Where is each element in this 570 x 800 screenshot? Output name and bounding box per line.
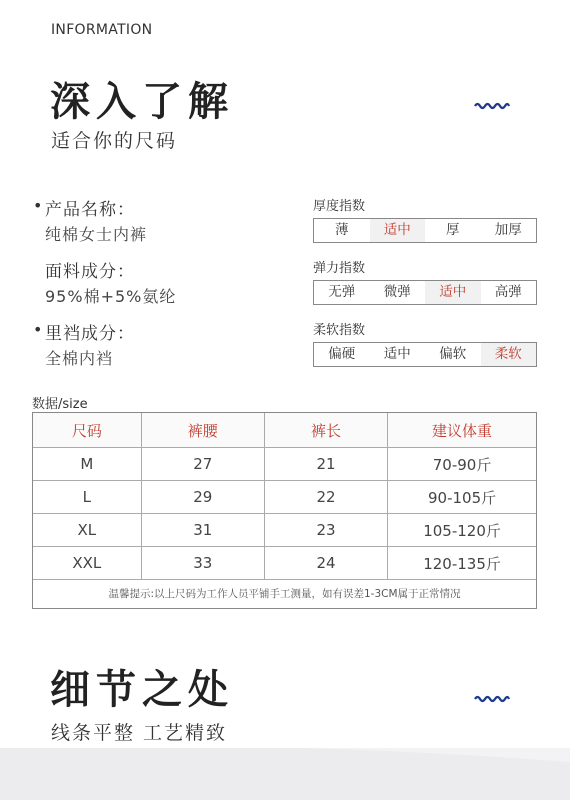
fabric-block bbox=[33, 257, 293, 319]
wave-decoration-icon bbox=[474, 101, 510, 111]
thickness-option: 薄 bbox=[335, 222, 349, 238]
table-cell: XXL bbox=[33, 547, 141, 580]
elasticity-scale-title: 弹力指数 bbox=[313, 261, 366, 276]
product-name-value: 纯棉女士内裤 bbox=[45, 225, 148, 244]
table-cell: 31 bbox=[141, 514, 264, 547]
elasticity-scale-bar bbox=[313, 280, 537, 305]
section-label: INFORMATION bbox=[51, 22, 153, 38]
thickness-option-selected: 适中 bbox=[370, 219, 426, 242]
thickness-scale-bar bbox=[313, 218, 537, 243]
column-header-waist: 裤腰 bbox=[141, 413, 264, 448]
product-name-key: 产品名称： bbox=[45, 200, 135, 220]
table-cell: 21 bbox=[264, 448, 387, 481]
column-header-length: 裤长 bbox=[264, 413, 387, 448]
lining-key: 里裆成分： bbox=[45, 324, 135, 344]
table-cell: 33 bbox=[141, 547, 264, 580]
table-header-row bbox=[33, 413, 536, 448]
softness-scale-bar bbox=[313, 342, 537, 367]
detail-title: 细节之处 bbox=[50, 667, 234, 713]
table-cell: XL bbox=[33, 514, 141, 547]
table-cell: L bbox=[33, 481, 141, 514]
product-name-block bbox=[33, 195, 293, 257]
elasticity-option: 高弹 bbox=[494, 284, 522, 300]
table-cell: 70-90斤 bbox=[388, 448, 536, 481]
table-cell: 105-120斤 bbox=[388, 514, 536, 547]
table-cell: 90-105斤 bbox=[388, 481, 536, 514]
bullet-icon: • bbox=[33, 196, 43, 215]
detail-subtitle: 线条平整 工艺精致 bbox=[51, 722, 228, 744]
page-subtitle: 适合你的尺码 bbox=[51, 130, 178, 152]
table-cell: 27 bbox=[141, 448, 264, 481]
elasticity-scale bbox=[313, 257, 537, 319]
elasticity-option: 微弹 bbox=[383, 284, 411, 300]
softness-option: 适中 bbox=[383, 346, 411, 362]
table-cell: 23 bbox=[264, 514, 387, 547]
lining-value: 全棉内裆 bbox=[45, 349, 114, 368]
table-cell: 24 bbox=[264, 547, 387, 580]
fabric-value: 95%棉+5%氨纶 bbox=[45, 287, 177, 306]
size-table-note: 温馨提示:以上尺码为工作人员平铺手工测量，如有误差1-3CM属于正常情况 bbox=[108, 588, 461, 600]
thickness-scale-title: 厚度指数 bbox=[313, 199, 366, 214]
index-scales bbox=[313, 195, 537, 381]
softness-option-selected: 柔软 bbox=[481, 343, 537, 366]
softness-scale-title: 柔软指数 bbox=[313, 323, 366, 338]
column-header-weight: 建议体重 bbox=[388, 413, 536, 448]
wave-decoration-icon bbox=[474, 694, 510, 704]
softness-option: 偏硬 bbox=[328, 346, 356, 362]
table-row bbox=[33, 547, 536, 580]
page-title: 深入了解 bbox=[50, 79, 234, 125]
fabric-key: 面料成分： bbox=[45, 262, 135, 282]
size-table-label: 数据/size bbox=[32, 397, 88, 412]
table-cell: 22 bbox=[264, 481, 387, 514]
elasticity-option-selected: 适中 bbox=[425, 281, 481, 304]
bottom-band bbox=[0, 748, 570, 800]
size-table bbox=[32, 412, 537, 609]
table-cell: 120-135斤 bbox=[388, 547, 536, 580]
lining-block bbox=[33, 319, 293, 381]
product-info bbox=[33, 195, 293, 381]
thickness-option: 加厚 bbox=[494, 222, 522, 238]
table-row bbox=[33, 514, 536, 547]
softness-scale bbox=[313, 319, 537, 381]
softness-option: 偏软 bbox=[439, 346, 467, 362]
table-cell: 29 bbox=[141, 481, 264, 514]
bullet-icon: • bbox=[33, 320, 43, 339]
table-row bbox=[33, 481, 536, 514]
elasticity-option: 无弹 bbox=[328, 284, 356, 300]
column-header-size: 尺码 bbox=[33, 413, 141, 448]
table-row bbox=[33, 448, 536, 481]
thickness-option: 厚 bbox=[446, 222, 460, 238]
table-cell: M bbox=[33, 448, 141, 481]
thickness-scale bbox=[313, 195, 537, 257]
